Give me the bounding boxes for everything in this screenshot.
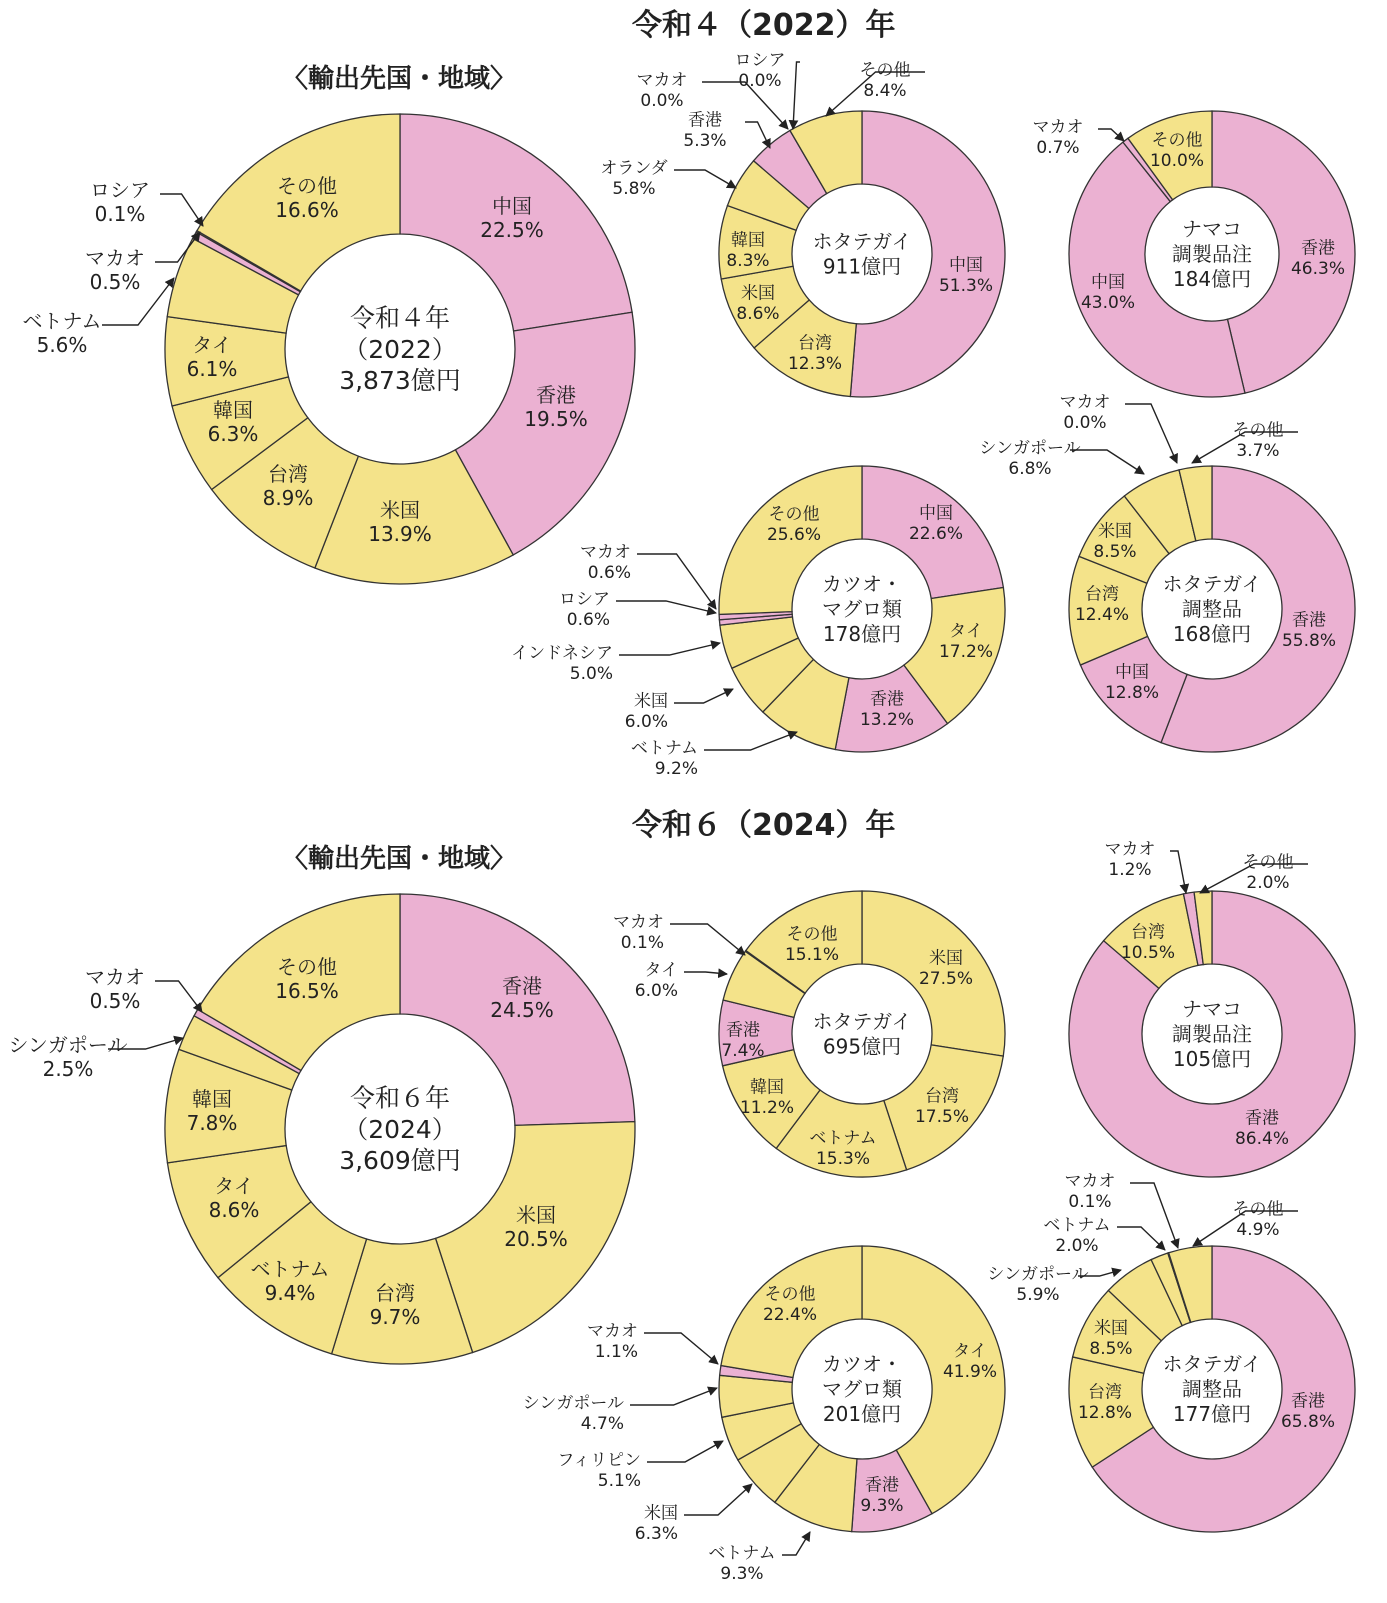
leader-line-0-8: [160, 194, 203, 226]
center-text-7-1: 調製品注: [1172, 1022, 1252, 1046]
slice-label-3-7: マカオ 0.6%: [580, 542, 631, 583]
section-title-2022: 〈輸出先国・地域〉: [282, 64, 517, 94]
center-text-7-2: 105億円: [1172, 1047, 1252, 1071]
donut-chart-1: [600, 50, 1005, 397]
center-text-8-0: カツオ・: [822, 1352, 902, 1376]
leader-line-2-2: [1098, 129, 1124, 141]
slice-label-6-5: タイ 6.0%: [634, 960, 678, 1001]
leader-line-3-3: [704, 732, 797, 750]
slice-label-9-4: ベトナム 2.0%: [1043, 1215, 1111, 1256]
donut-chart-6: [613, 891, 1005, 1177]
center-text-0-1: （2022）: [343, 334, 457, 364]
slice-label-1-2: 米国 8.6%: [736, 283, 780, 324]
slice-label-1-5: 香港 5.3%: [683, 110, 727, 151]
donut-chart-5: [8, 894, 635, 1364]
slice-label-0-2: 米国 13.9%: [368, 498, 432, 546]
center-text-2-2: 184億円: [1172, 267, 1252, 291]
center-text-5-0: 令和６年: [349, 1083, 451, 1113]
leader-line-8-4: [647, 1441, 723, 1462]
slice-label-1-4: オランダ 5.8%: [600, 158, 668, 199]
slice-label-1-8: その他 8.4%: [859, 60, 911, 101]
slice-label-5-5: 韓国 7.8%: [186, 1087, 238, 1135]
slice-label-4-0: 香港 55.8%: [1281, 610, 1337, 651]
slice-label-3-6: ロシア 0.6%: [559, 589, 610, 630]
donut-chart-3: [511, 466, 1005, 779]
leader-line-9-5: [1130, 1183, 1178, 1248]
slice-label-9-5: マカオ 0.1%: [1064, 1171, 1116, 1212]
leader-line-1-7: [793, 62, 800, 129]
slice-label-0-9: その他 16.6%: [275, 174, 339, 222]
center-text-7-0: ナマコ: [1182, 997, 1242, 1021]
slice-label-5-3: ベトナム 9.4%: [250, 1257, 330, 1305]
slice-label-0-0: 中国 22.5%: [480, 194, 544, 242]
center-text-4-0: ホタテガイ: [1162, 572, 1262, 596]
center-text-3-2: 178億円: [822, 622, 902, 646]
slice-label-0-5: タイ 6.1%: [186, 333, 238, 381]
center-text-3-0: カツオ・: [822, 572, 902, 596]
slice-label-3-5: インドネシア 5.0%: [511, 643, 613, 684]
slice-label-4-6: その他 3.7%: [1232, 420, 1284, 461]
leader-line-6-5: [684, 972, 727, 974]
center-text-6-0: ホタテガイ: [812, 1009, 912, 1034]
slice-label-8-6: マカオ 1.1%: [587, 1321, 638, 1362]
slice-label-7-3: その他 2.0%: [1242, 852, 1294, 893]
slice-label-0-4: 韓国 6.3%: [207, 398, 259, 446]
slice-label-8-1: 香港 9.3%: [860, 1475, 904, 1516]
slice-label-6-2: ベトナム 15.3%: [809, 1128, 877, 1169]
slice-label-8-4: フィリピン 5.1%: [557, 1450, 641, 1491]
slice-label-5-6: シンガポール 2.5%: [8, 1033, 128, 1081]
center-text-4-2: 168億円: [1172, 622, 1252, 646]
leader-line-1-4: [674, 170, 736, 188]
leader-line-8-3: [684, 1484, 752, 1515]
slice-label-9-2: 米国 8.5%: [1089, 1318, 1133, 1359]
center-text-9-0: ホタテガイ: [1162, 1352, 1262, 1376]
year-title-2022: 令和４（2022）年: [632, 8, 896, 43]
donut-chart-0: [23, 114, 636, 584]
slice-label-2-0: 香港 46.3%: [1290, 238, 1346, 279]
center-text-8-1: マグロ類: [822, 1377, 902, 1401]
leader-line-3-6: [616, 601, 716, 613]
slice-label-9-0: 香港 65.8%: [1280, 1391, 1336, 1432]
slice-label-0-3: 台湾 8.9%: [262, 462, 314, 510]
center-text-2-0: ナマコ: [1182, 217, 1242, 241]
slice-label-6-6: マカオ 0.1%: [613, 912, 664, 953]
center-text-4-1: 調整品: [1182, 597, 1242, 621]
slice-label-3-1: タイ 17.2%: [938, 621, 994, 662]
donut-chart-9: [987, 1171, 1355, 1532]
slice-label-3-0: 中国 22.6%: [908, 503, 964, 544]
slice-label-1-3: 韓国 8.3%: [726, 230, 770, 271]
slice-label-6-1: 台湾 17.5%: [914, 1086, 970, 1127]
center-text-5-1: （2024）: [343, 1114, 457, 1144]
slice-label-0-8: ロシア 0.1%: [90, 178, 150, 226]
slice-label-0-7: マカオ 0.5%: [85, 246, 145, 294]
leader-line-8-2: [782, 1532, 810, 1555]
slice-label-0-6: ベトナム 5.6%: [22, 309, 102, 357]
slice-label-5-2: 台湾 9.7%: [369, 1281, 421, 1329]
slice-label-0-1: 香港 19.5%: [524, 383, 588, 431]
slice-label-5-0: 香港 24.5%: [490, 974, 554, 1022]
slice-label-8-5: シンガポール 4.7%: [522, 1393, 624, 1434]
slice-label-6-3: 韓国 11.2%: [739, 1077, 795, 1118]
leader-line-8-6: [644, 1333, 718, 1364]
slice-label-8-7: その他 22.4%: [762, 1284, 818, 1325]
slice-label-1-7: ロシア 0.0%: [734, 50, 786, 91]
donut-chart-7: [1069, 839, 1355, 1177]
leader-line-8-5: [630, 1388, 717, 1405]
slice-label-2-1: 中国 43.0%: [1080, 272, 1136, 313]
center-text-6-1: 695億円: [822, 1034, 902, 1059]
slice-label-4-2: 台湾 12.4%: [1074, 584, 1130, 625]
slice-label-4-5: マカオ 0.0%: [1059, 392, 1111, 433]
leader-line-7-2: [1170, 851, 1186, 893]
slice-label-1-1: 台湾 12.3%: [787, 333, 843, 374]
slice-label-7-1: 台湾 10.5%: [1120, 922, 1176, 963]
slice-label-9-6: その他 4.9%: [1232, 1199, 1284, 1240]
slice-label-3-3: ベトナム 9.2%: [630, 738, 698, 779]
leader-line-3-5: [619, 643, 720, 655]
slice-label-1-6: マカオ 0.0%: [636, 70, 688, 111]
center-text-8-2: 201億円: [822, 1402, 902, 1426]
slice-label-4-3: 米国 8.5%: [1093, 521, 1137, 562]
leader-line-4-5: [1125, 404, 1177, 463]
slice-label-7-2: マカオ 1.2%: [1104, 839, 1156, 880]
slice-label-1-0: 中国 51.3%: [938, 255, 994, 296]
slice-label-3-8: その他 25.6%: [766, 504, 822, 545]
slice-label-3-4: 米国 6.0%: [624, 691, 668, 732]
slice-label-8-2: ベトナム 9.3%: [708, 1543, 776, 1584]
slice-label-8-3: 米国 6.3%: [634, 1503, 678, 1544]
slice-label-5-1: 米国 20.5%: [504, 1203, 568, 1251]
slice-label-5-4: タイ 8.6%: [208, 1174, 260, 1222]
center-text-3-1: マグロ類: [822, 597, 902, 621]
slice-label-2-3: その他 10.0%: [1149, 130, 1205, 171]
slice-label-5-8: その他 16.5%: [275, 955, 339, 1003]
leader-line-9-4: [1117, 1227, 1165, 1250]
center-text-5-2: 3,609億円: [339, 1146, 461, 1175]
donut-chart-2: [1033, 111, 1355, 397]
slice-label-9-1: 台湾 12.8%: [1077, 1382, 1133, 1423]
center-text-0-2: 3,873億円: [339, 366, 461, 395]
center-text-0-0: 令和４年: [349, 303, 451, 333]
center-text-1-0: ホタテガイ: [812, 229, 912, 254]
center-text-1-1: 911億円: [822, 254, 902, 279]
slice-label-6-7: その他 15.1%: [784, 924, 840, 965]
section-title-2024: 〈輸出先国・地域〉: [282, 844, 517, 874]
center-text-9-2: 177億円: [1172, 1402, 1252, 1426]
slice-label-8-0: タイ 41.9%: [942, 1341, 998, 1382]
slice-label-7-0: 香港 86.4%: [1234, 1108, 1290, 1149]
center-text-9-1: 調整品: [1182, 1377, 1242, 1401]
slice-label-6-0: 米国 27.5%: [918, 948, 974, 989]
year-title-2024: 令和６（2024）年: [632, 808, 896, 843]
leader-line-5-7: [155, 981, 202, 1012]
slice-label-2-2: マカオ 0.7%: [1032, 117, 1084, 158]
donut-chart-4: [979, 392, 1355, 752]
slice-label-4-4: シンガポール 6.8%: [979, 438, 1081, 479]
slice-label-3-2: 香港 13.2%: [859, 689, 915, 730]
leader-line-4-4: [1070, 450, 1144, 474]
slice-label-5-7: マカオ 0.5%: [85, 965, 145, 1013]
center-text-2-1: 調製品注: [1172, 242, 1252, 266]
donut-chart-8: [523, 1246, 1005, 1584]
slice-label-4-1: 中国 12.8%: [1104, 662, 1160, 703]
leader-line-3-4: [674, 689, 733, 703]
leader-line-6-6: [670, 924, 745, 955]
slice-label-9-3: シンガポール 5.9%: [987, 1264, 1089, 1305]
slice-label-6-4: 香港 7.4%: [721, 1020, 765, 1061]
leader-line-1-5: [745, 122, 770, 148]
